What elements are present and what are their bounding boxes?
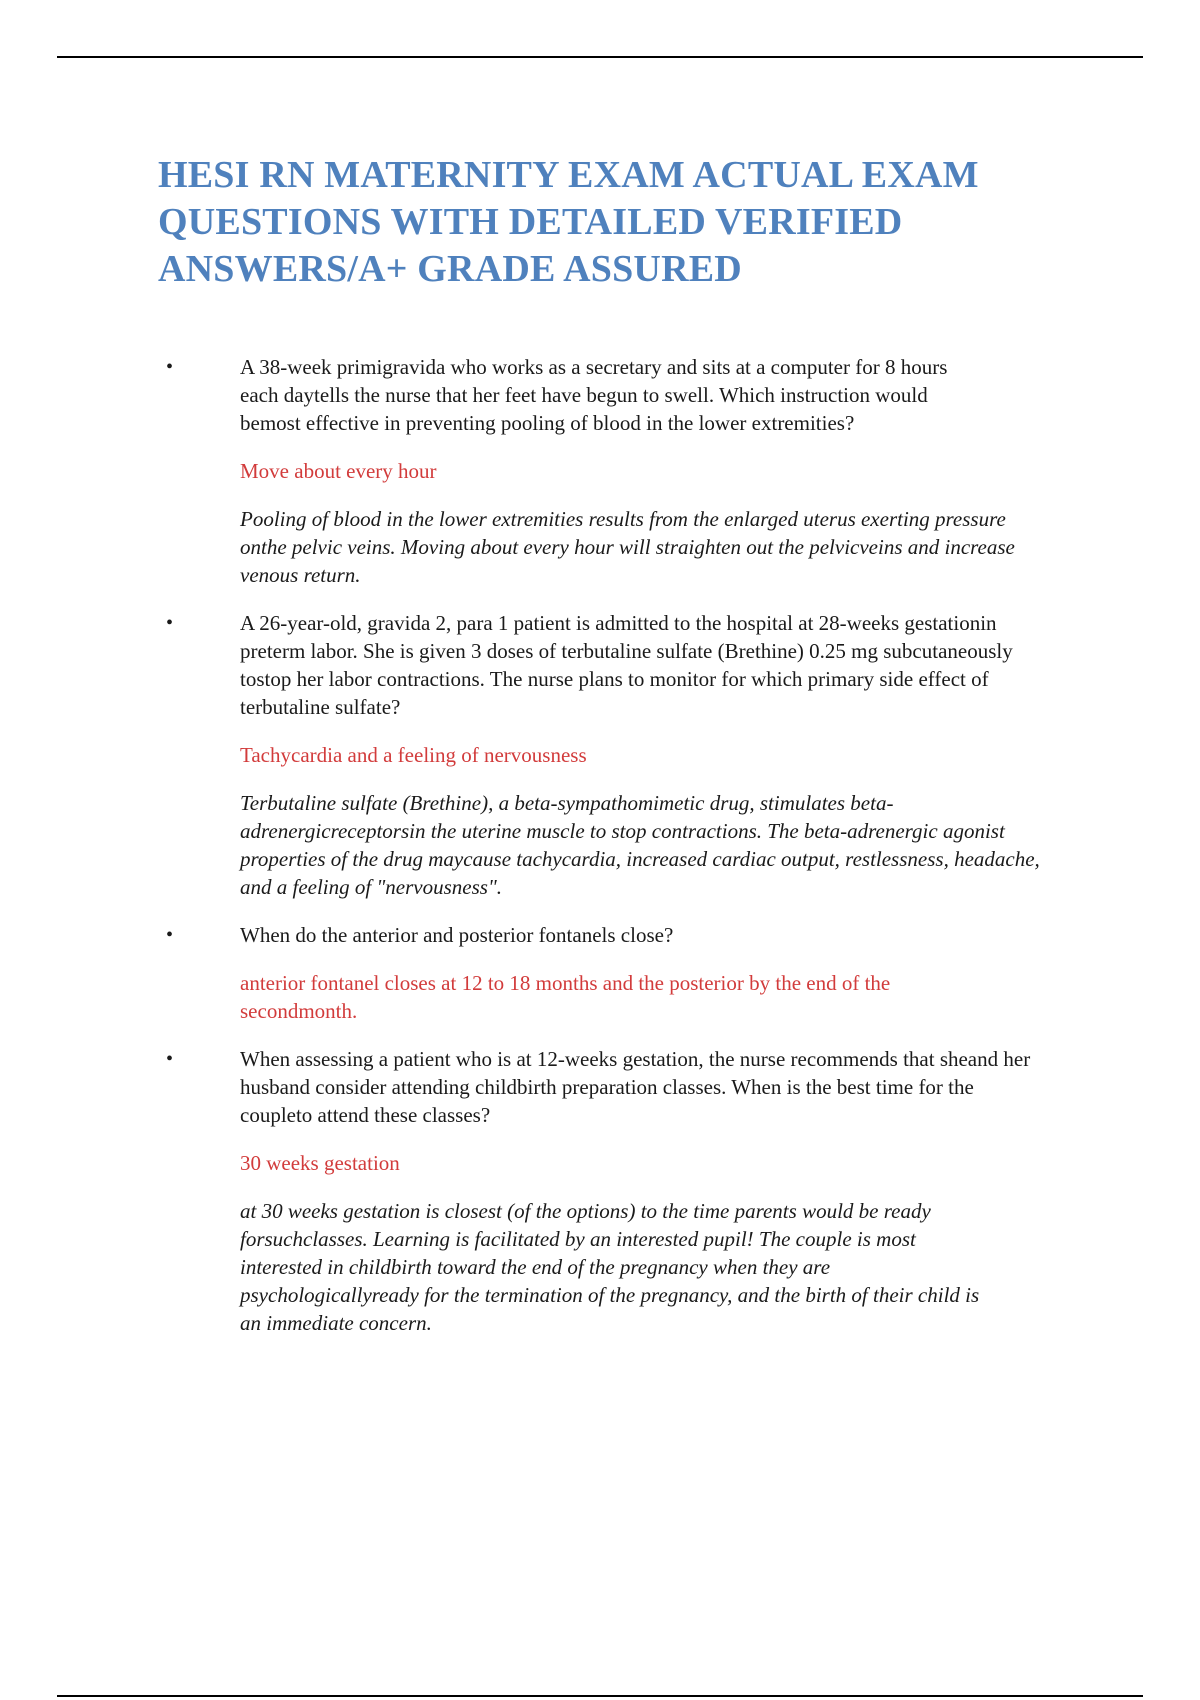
bullet-icon: • [166,924,174,946]
question-text: When do the anterior and posterior fontanels close? [240,923,674,947]
question-item [0,609,1200,901]
answer-text: 30 weeks gestation [240,1151,400,1175]
question-text: A 38-week primigravida who works as a secretary and sits at a computer for 8 hours each daytells the nurse that her feet have begun to swell. Which instruction would bemost effective in preventing pooling of blood in the lower extremities? [240,355,948,435]
bullet-icon: • [166,356,174,378]
answer-text: Move about every hour [240,459,437,483]
question-list [0,353,1200,1357]
top-rule [57,56,1143,58]
rationale-text: Pooling of blood in the lower extremities results from the enlarged uterus exerting pressure onthe pelvic veins. Moving about every hour will straighten out the pelvicveins and increase venous return. [240,507,1015,587]
rationale-text: Terbutaline sulfate (Brethine), a beta-sympathomimetic drug, stimulates beta-adrenergicreceptorsin the uterine muscle to stop contractions. The beta-adrenergic agonist properties of the drug maycause tachycardia, increased cardiac output, restlessness, headache, and a feeling of "nervousness". [240,791,1040,899]
question-item [0,1045,1200,1337]
question-item [0,353,1200,589]
answer-text: anterior fontanel closes at 12 to 18 months and the posterior by the end of the secondmonth. [240,971,891,1023]
question-text: A 26-year-old, gravida 2, para 1 patient is admitted to the hospital at 28-weeks gestationin preterm labor. She is given 3 doses of terbutaline sulfate (Brethine) 0.25 mg subcutaneously tostop her labor contractions. The nurse plans to monitor for which primary side effect of terbutaline sulfate? [240,611,1013,719]
bullet-icon: • [166,1048,174,1070]
document-title: HESI RN MATERNITY EXAM ACTUAL EXAM QUESTIONS WITH DETAILED VERIFIED ANSWERS/A+ GRADE ASSURED [158,154,979,290]
bullet-icon: • [166,612,174,634]
question-text: When assessing a patient who is at 12-weeks gestation, the nurse recommends that sheand her husband consider attending childbirth preparation classes. When is the best time for the coupleto attend these classes? [240,1047,1031,1127]
rationale-text: at 30 weeks gestation is closest (of the options) to the time parents would be ready forsuchclasses. Learning is facilitated by an interested pupil! The couple is most interested in childbirth toward the end of the pregnancy when they are psychologicallyready for the termination of the pregnancy, and the birth of their child is an immediate concern. [240,1199,980,1335]
bottom-rule [57,1695,1143,1697]
answer-text: Tachycardia and a feeling of nervousness [240,743,587,767]
question-item [0,921,1200,1025]
